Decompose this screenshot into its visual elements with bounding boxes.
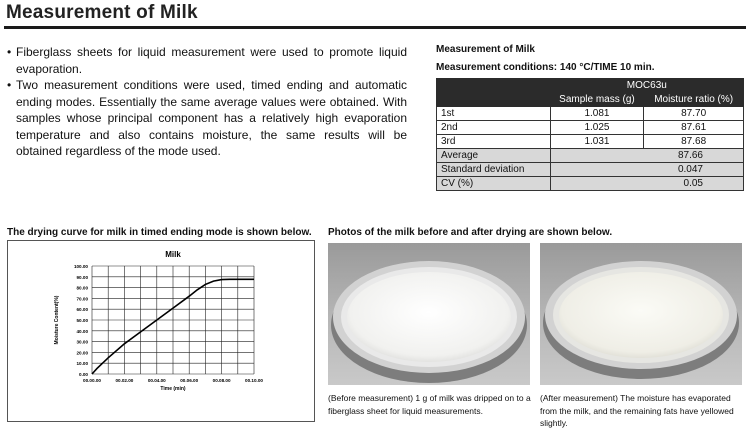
bullet-list [7, 44, 407, 160]
row-label: 1st [437, 107, 551, 121]
cell-mass: 1.025 [550, 121, 644, 135]
y-tick-label: 80.00 [76, 285, 88, 291]
table-row [437, 107, 744, 121]
y-tick-label: 60.00 [76, 307, 88, 313]
photo-section-label: Photos of the milk before and after drying are shown below. [328, 227, 613, 238]
header-blank [437, 93, 551, 107]
title-underline [4, 26, 746, 29]
summary-row [437, 163, 744, 177]
header-moisture-ratio: Moisture ratio (%) [644, 93, 744, 107]
x-axis-label: Time (min) [160, 386, 186, 392]
chart-title: Milk [165, 250, 181, 259]
y-axis-label: Moisture Content(%) [54, 295, 60, 345]
y-tick-label: 70.00 [76, 296, 88, 302]
bullet-item [7, 44, 407, 77]
y-tick-label: 10.00 [76, 361, 88, 367]
header-blank [437, 79, 551, 93]
summary-row [437, 149, 744, 163]
header-sample-mass: Sample mass (g) [550, 93, 644, 107]
photo-after [540, 243, 742, 385]
bullet-marker: • [7, 78, 12, 92]
cell-moisture: 87.70 [644, 107, 744, 121]
x-tick-label: 00.08.00 [212, 378, 231, 383]
x-tick-label: 00.00.00 [83, 378, 101, 383]
y-tick-label: 0.00 [79, 372, 88, 377]
curve-section-label: The drying curve for milk in timed ending mode is shown below. [7, 227, 312, 238]
x-tick-label: 00.02.00 [115, 378, 134, 383]
table-conditions: Measurement conditions: 140 °C/TIME 10 min. [436, 62, 655, 73]
table-row [437, 135, 744, 149]
drying-curve-chart [7, 240, 315, 422]
cell-moisture: 87.68 [644, 135, 744, 149]
header-model: MOC63u [550, 79, 743, 93]
table-header-row [437, 93, 744, 107]
y-tick-label: 20.00 [76, 350, 88, 356]
cell-moisture: 87.61 [644, 121, 744, 135]
row-label: 2nd [437, 121, 551, 135]
summary-value: 87.66 [550, 149, 743, 163]
page-header [0, 0, 750, 30]
x-tick-label: 00.04.00 [147, 378, 166, 383]
summary-label: CV (%) [437, 177, 551, 191]
x-tick-label: 00.10.00 [245, 378, 263, 383]
caption-after: (After measurement) The moisture has evaporated from the milk, and the remaining fats have yellowed slightly. [540, 393, 734, 428]
table-title: Measurement of Milk [436, 44, 535, 55]
measurement-table [436, 78, 744, 191]
summary-label: Average [437, 149, 551, 163]
y-tick-label: 100.00 [73, 264, 88, 269]
y-tick-label: 90.00 [76, 274, 88, 280]
y-tick-label: 30.00 [76, 339, 88, 345]
summary-value: 0.047 [550, 163, 743, 177]
bullet-item [7, 77, 407, 160]
page-title: Measurement of Milk [6, 2, 198, 23]
summary-label: Standard deviation [437, 163, 551, 177]
summary-row [437, 177, 744, 191]
table-row [437, 121, 744, 135]
x-tick-label: 00.06.00 [180, 378, 199, 383]
row-label: 3rd [437, 135, 551, 149]
bullet-marker: • [7, 45, 12, 59]
milk-dish-before-image [328, 243, 530, 385]
bullet-text: Fiberglass sheets for liquid measurement were used to promote liquid evaporation. [16, 45, 407, 76]
cell-mass: 1.081 [550, 107, 644, 121]
photo-before [328, 243, 530, 385]
y-tick-label: 50.00 [76, 318, 88, 323]
bullet-text: Two measurement conditions were used, timed ending and automatic ending modes. Essentially the same average values were obtained. With samples whose principal component has a relatively high evaporation temperature and also contains moisture, the same results will be obtained regardless of the mode used. [16, 78, 407, 158]
cell-mass: 1.031 [550, 135, 644, 149]
y-tick-label: 40.00 [76, 328, 88, 334]
table-header-row [437, 79, 744, 93]
summary-value: 0.05 [550, 177, 743, 191]
chart-svg [8, 241, 314, 421]
milk-dish-after-image [540, 243, 742, 385]
caption-before: (Before measurement) 1 g of milk was dripped on to a fiberglass sheet for liquid measurements. [328, 393, 531, 416]
